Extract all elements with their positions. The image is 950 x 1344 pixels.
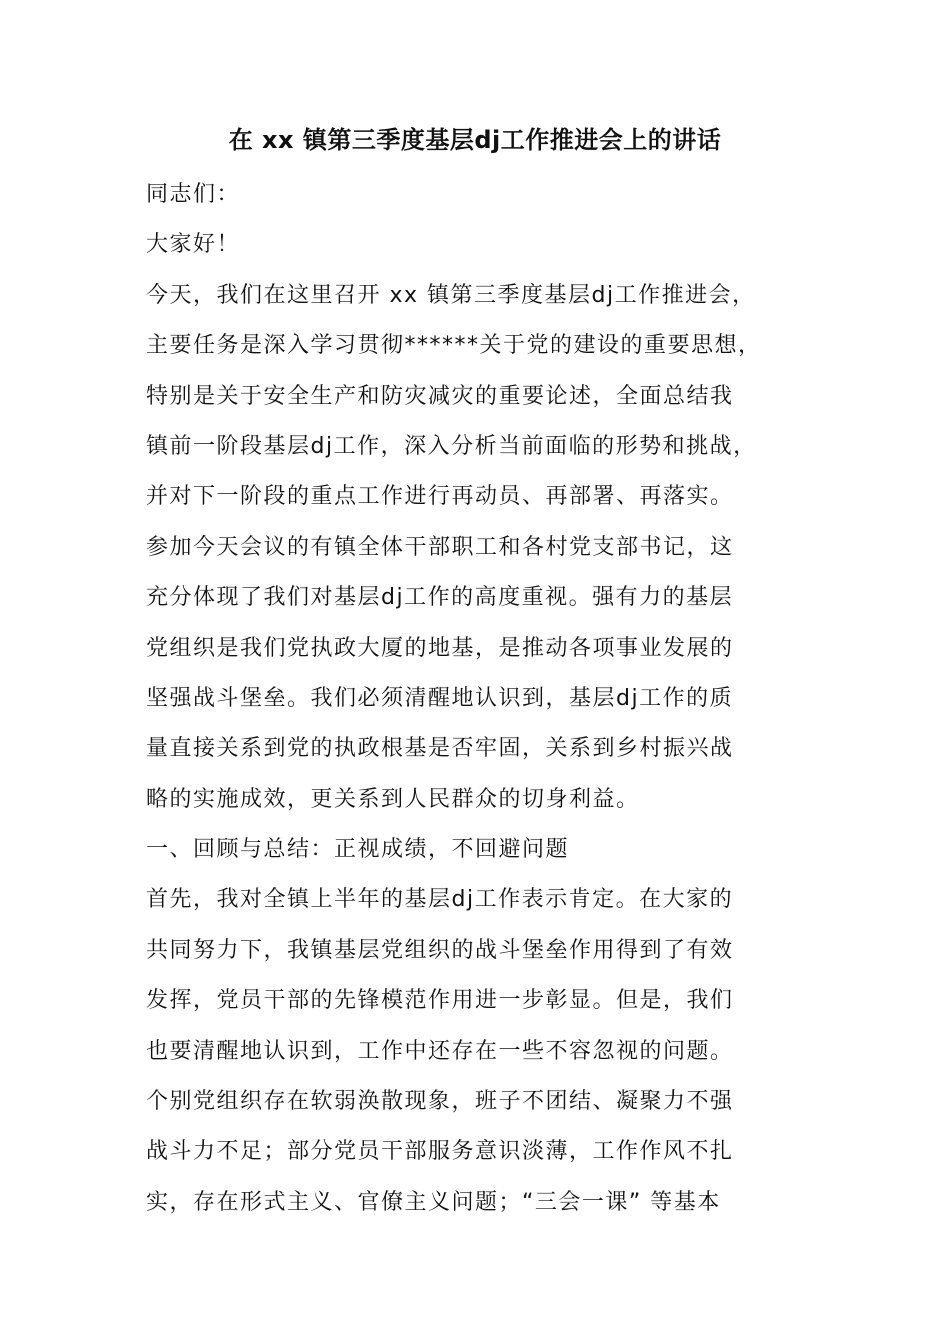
paragraph-line: 首先，我对全镇上半年的基层dj工作表示肯定。在大家的 [146, 887, 734, 913]
paragraph-line: 并对下一阶段的重点工作进行再动员、再部署、再落实。 [146, 484, 734, 510]
document-body [146, 170, 836, 1228]
paragraph-line: 战斗力不足；部分党员干部服务意识淡薄，工作作风不扎 [146, 1139, 734, 1165]
paragraph-line: 特别是关于安全生产和防灾减灾的重要论述，全面总结我 [146, 383, 734, 409]
document-title: 在 xx 镇第三季度基层dj工作推进会上的讲话 [228, 126, 722, 154]
paragraph-line: 略的实施成效，更关系到人民群众的切身利益。 [146, 786, 640, 812]
paragraph-line: 发挥，党员干部的先锋模范作用进一步彰显。但是，我们 [146, 988, 734, 1014]
paragraph-line: 也要清醒地认识到，工作中还存在一些不容忽视的问题。 [146, 1038, 734, 1064]
salutation-line: 同志们： [146, 182, 241, 207]
paragraph-line: 坚强战斗堡垒。我们必须清醒地认识到，基层dj工作的质 [146, 685, 734, 711]
section-heading: 一、回顾与总结：正视成绩，不回避问题 [146, 837, 570, 863]
greeting-line: 大家好！ [146, 232, 241, 258]
paragraph-line: 参加今天会议的有镇全体干部职工和各村党支部书记，这 [146, 534, 734, 560]
paragraph-line: 量直接关系到党的执政根基是否牢固，关系到乡村振兴战 [146, 736, 734, 762]
paragraph-line: 充分体现了我们对基层dj工作的高度重视。强有力的基层 [146, 585, 734, 611]
paragraph-line: 实，存在形式主义、官僚主义问题；“三会一课” 等基本 [146, 1189, 721, 1215]
paragraph-line: 共同努力下，我镇基层党组织的战斗堡垒作用得到了有效 [146, 937, 734, 963]
paragraph-line: 今天，我们在这里召开 xx 镇第三季度基层dj工作推进会， [146, 282, 756, 308]
paragraph-line: 主要任务是深入学习贯彻******关于党的建设的重要思想， [146, 333, 762, 359]
paragraph-line: 个别党组织存在软弱涣散现象，班子不团结、凝聚力不强 [146, 1089, 734, 1115]
paragraph-line: 党组织是我们党执政大厦的地基，是推动各项事业发展的 [146, 635, 734, 661]
paragraph-line: 镇前一阶段基层dj工作，深入分析当前面临的形势和挑战， [146, 433, 757, 459]
